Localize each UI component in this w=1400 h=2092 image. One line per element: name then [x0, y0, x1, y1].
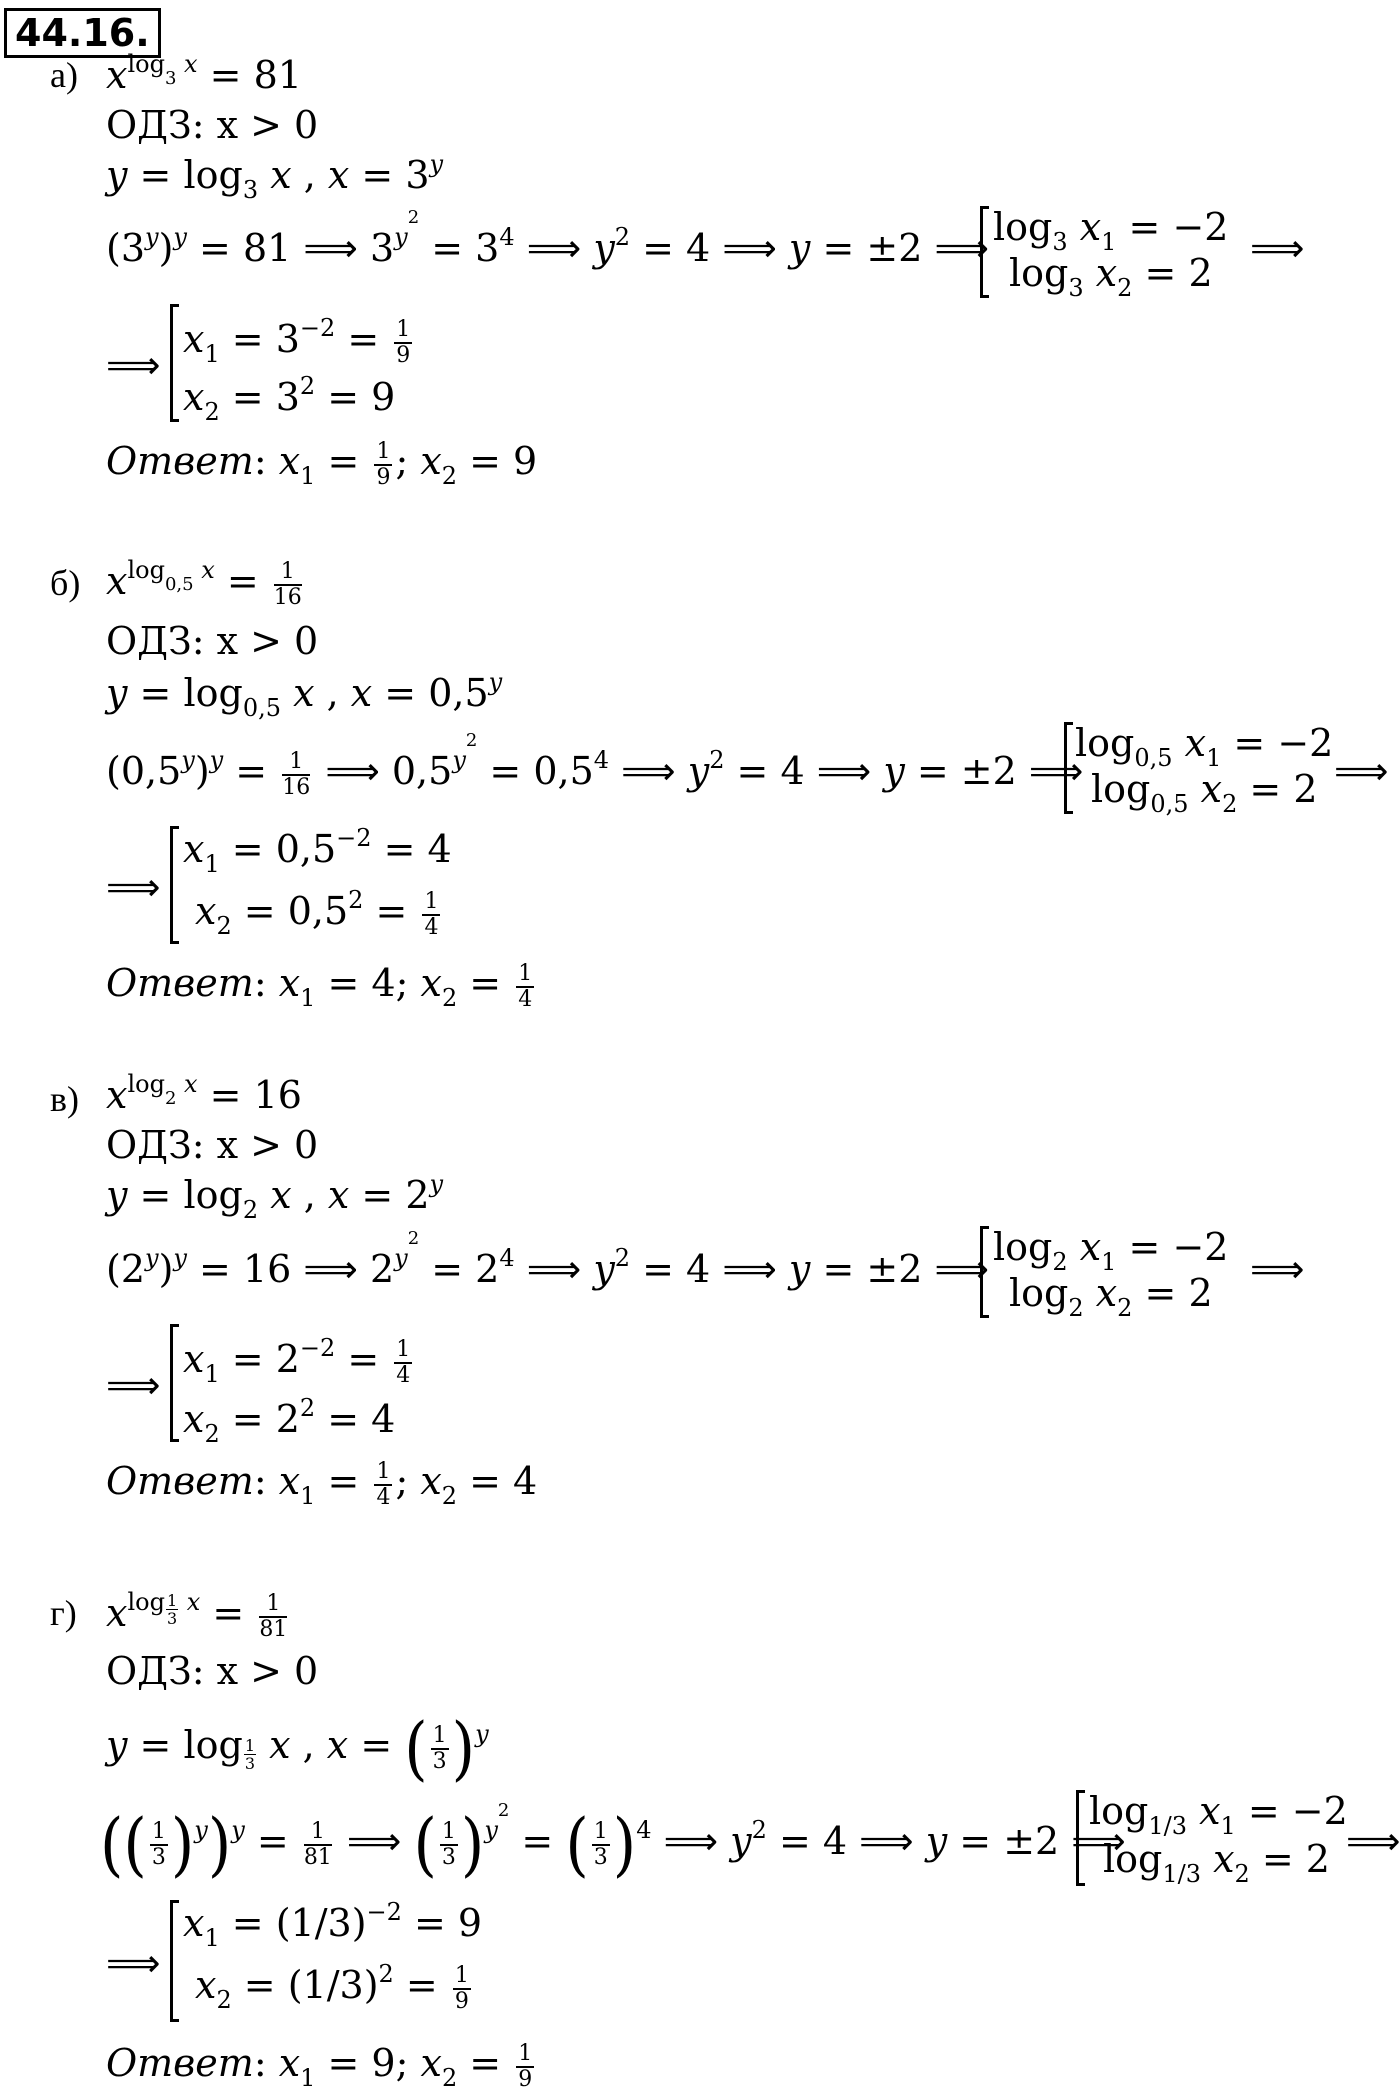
part-g-equation: $x^{log \frac{1}{3} x}$ = $\frac{1}{81}$	[106, 1588, 288, 1642]
part-b-answer: Ответ: $x_1 = 4$; $x_2$ = $\frac{1}{4}$	[106, 960, 533, 1012]
part-a-arrow2: ⟹	[106, 343, 161, 387]
part-b-root-system: $x_1 = 0,5^{-2} = 4$ $x_2 = 0,5^2$ = $\frac{1}{4}$	[170, 826, 463, 944]
part-b-equation: $x^{log_{0,5} x}$ = $\frac{1}{16}$	[106, 556, 302, 610]
part-a-substitution: $y = \log_3 x$ , $x = 3^y$	[106, 150, 444, 204]
part-v-answer: Ответ: $x_1$ = $\frac{1}{4}$ ; $x_2 = 4$	[106, 1458, 538, 1510]
part-b-odz: ОДЗ: x > 0	[106, 619, 319, 663]
part-v-arrow: ⟹	[1250, 1247, 1305, 1291]
part-g-arrow2: ⟹	[106, 1941, 161, 1985]
part-a-root-system: $x_1 = 3^{-2}$ = $\frac{1}{9}$ $x_2 = 3^2 = 9$	[170, 304, 433, 422]
part-v-root-system: $x_1 = 2^{-2}$ = $\frac{1}{4}$ $x_2 = 2^2 = 4$	[170, 1324, 433, 1442]
part-b-substitution: $y = \log_{0,5} x$ , $x = 0,5^y$	[106, 668, 503, 722]
part-a-label: а)	[50, 55, 78, 95]
part-g-answer: Ответ: $x_1 = 9$; $x_2$ = $\frac{1}{9}$	[106, 2040, 533, 2092]
part-a-answer: Ответ: $x_1$ = $\frac{1}{9}$ ; $x_2 = 9$	[106, 438, 538, 490]
part-v-substitution: $y = \log_2 x$ , $x = 2^y$	[106, 1170, 444, 1224]
part-b-log-system: $\log_{0,5} x_1 = -2$ $\log_{0,5} x_2 = 2$	[1064, 722, 1337, 814]
part-v-odz: ОДЗ: x > 0	[106, 1123, 319, 1167]
part-b-chain: $(0,5^y)^y$ = $\frac{1}{16}$ ⟹ $0,5^{y^2} = 0,5^4$ ⟹ $y^2 = 4$ ⟹ y = ±2 ⟹	[106, 730, 1084, 800]
part-g-odz: ОДЗ: x > 0	[106, 1649, 319, 1693]
part-b-arrow: ⟹	[1334, 749, 1389, 793]
part-a-odz: ОДЗ: x > 0	[106, 103, 319, 147]
part-v-equation: $x^{log_2 x} = 16$	[106, 1070, 302, 1117]
part-g-arrow: ⟹	[1346, 1819, 1400, 1863]
part-a-log-system: $\log_3 x_1 = -2$ $\log_3 x_2 = 2$	[980, 206, 1243, 298]
part-a-chain: $(3^y)^y = 81$ ⟹ $3^{y^2} = 3^4$ ⟹ $y^2 = 4$ ⟹ y = ±2 ⟹	[106, 207, 989, 270]
part-v-log-system: $\log_2 x_1 = -2$ $\log_2 x_2 = 2$	[980, 1226, 1243, 1318]
part-v-arrow2: ⟹	[106, 1363, 161, 1407]
part-v-label: в)	[50, 1079, 79, 1119]
part-a-arrow: ⟹	[1250, 226, 1305, 270]
part-v-chain: $(2^y)^y = 16$ ⟹ $2^{y^2} = 2^4$ ⟹ $y^2 = 4$ ⟹ y = ±2 ⟹	[106, 1228, 989, 1291]
problem-number: 44.16.	[4, 8, 161, 58]
part-g-log-system: $\log_{1/3} x_1 = -2$ $\log_{1/3} x_2 = 2$	[1076, 1790, 1339, 1886]
part-g-root-system: $x_1 = (1/3)^{-2} = 9$ $x_2 = (1/3)^2$ = $\frac{1}{9}$	[170, 1900, 493, 2022]
part-g-label: г)	[50, 1593, 77, 1633]
part-g-substitution: y = log $\frac{1}{3}$ x , x = ( $\frac{1}{3}$ )$^y$	[106, 1708, 489, 1789]
part-g-chain: (( $\frac{1}{3}$ )$^y$)$^y$ = $\frac{1}{81}$ ⟹ ( $\frac{1}{3}$ )$^{y^2}$ = ( $\frac{1}{3}$ )$^4$ ⟹ $y^2 = 4$ ⟹ y = ±2 ⟹	[100, 1800, 1126, 1885]
part-a-equation: $x^{log_3 x} = 81$	[106, 50, 302, 97]
part-b-arrow2: ⟹	[106, 865, 161, 909]
part-b-label: б)	[50, 563, 81, 603]
